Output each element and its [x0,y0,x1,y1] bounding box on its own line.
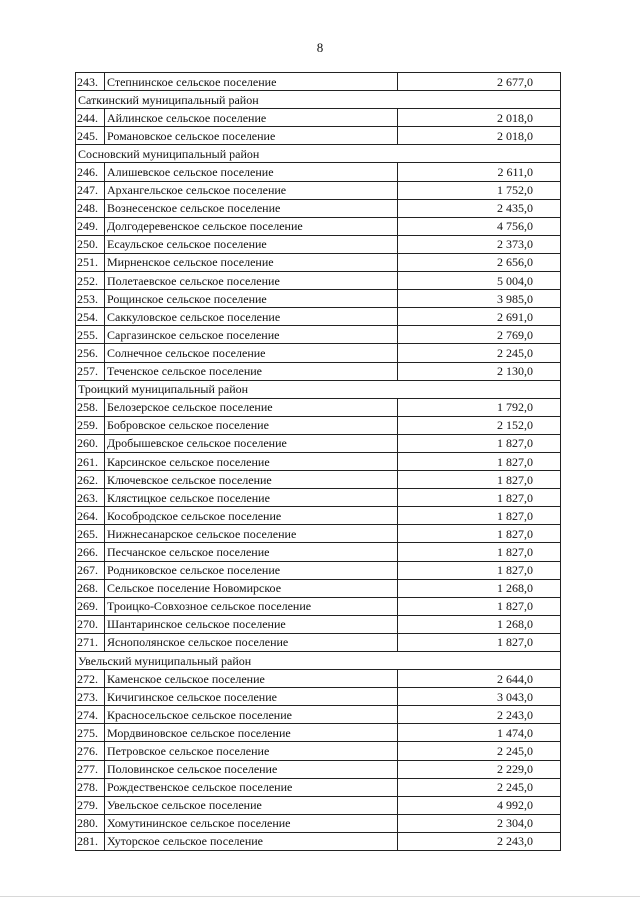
row-number: 274. [76,706,105,724]
settlement-name: Петровское сельское поселение [105,742,398,760]
row-number: 266. [76,543,105,561]
table-row [76,471,561,489]
settlement-name: Клястицкое сельское поселение [105,489,398,507]
table-row [76,633,561,651]
district-name: Увельский муниципальный район [76,652,561,670]
settlement-name: Песчанское сельское поселение [105,543,398,561]
row-number: 246. [76,163,105,181]
amount-value: 2 018,0 [398,109,561,127]
table-row [76,344,561,362]
row-number: 250. [76,235,105,253]
table-row [76,398,561,416]
table-row [76,814,561,832]
settlement-name: Мирненское сельское поселение [105,253,398,271]
table-row [76,109,561,127]
table-row [76,217,561,235]
row-number: 255. [76,326,105,344]
table-row [76,778,561,796]
amount-value: 2 435,0 [398,199,561,217]
settlement-name: Карсинское сельское поселение [105,452,398,470]
section-header-row [76,145,561,163]
amount-value: 1 752,0 [398,181,561,199]
settlement-name: Теченское сельское поселение [105,362,398,380]
settlement-name: Белозерское сельское поселение [105,398,398,416]
row-number: 262. [76,471,105,489]
settlement-name: Яснополянское сельское поселение [105,633,398,651]
row-number: 278. [76,778,105,796]
amount-value: 2 644,0 [398,670,561,688]
table-row [76,615,561,633]
amount-value: 1 268,0 [398,615,561,633]
settlement-name: Сельское поселение Новомирское [105,579,398,597]
settlement-name: Алишевское сельское поселение [105,163,398,181]
table-row [76,796,561,814]
table-row [76,597,561,615]
amount-value: 2 611,0 [398,163,561,181]
bottom-divider [0,896,640,897]
amount-value: 2 656,0 [398,253,561,271]
settlement-name: Бобровское сельское поселение [105,416,398,434]
amount-value: 2 245,0 [398,778,561,796]
settlement-name: Хуторское сельское поселение [105,832,398,850]
amount-value: 1 827,0 [398,507,561,525]
settlement-name: Полетаевское сельское поселение [105,272,398,290]
row-number: 261. [76,452,105,470]
row-number: 243. [76,73,105,91]
amount-value: 1 474,0 [398,724,561,742]
row-number: 257. [76,362,105,380]
row-number: 279. [76,796,105,814]
amount-value: 2 245,0 [398,344,561,362]
table-row [76,434,561,452]
table-row [76,507,561,525]
amount-value: 4 992,0 [398,796,561,814]
amount-value: 1 827,0 [398,471,561,489]
settlement-name: Степнинское сельское поселение [105,73,398,91]
amount-value: 1 827,0 [398,543,561,561]
settlement-name: Архангельское сельское поселение [105,181,398,199]
table-row [76,272,561,290]
row-number: 277. [76,760,105,778]
amount-value: 1 827,0 [398,489,561,507]
amount-value: 2 245,0 [398,742,561,760]
amount-value: 5 004,0 [398,272,561,290]
row-number: 245. [76,127,105,145]
row-number: 265. [76,525,105,543]
amount-value: 2 304,0 [398,814,561,832]
table-row [76,579,561,597]
table-row [76,181,561,199]
settlement-name: Солнечное сельское поселение [105,344,398,362]
table-row [76,452,561,470]
row-number: 249. [76,217,105,235]
table-row [76,832,561,850]
table-row [76,73,561,91]
section-header-row [76,652,561,670]
settlement-name: Есаульское сельское поселение [105,235,398,253]
row-number: 271. [76,633,105,651]
row-number: 253. [76,290,105,308]
row-number: 280. [76,814,105,832]
table-row [76,760,561,778]
table-row [76,199,561,217]
amount-value: 3 985,0 [398,290,561,308]
settlement-name: Айлинское сельское поселение [105,109,398,127]
settlement-name: Саргазинское сельское поселение [105,326,398,344]
table-row [76,742,561,760]
settlement-name: Дробышевское сельское поселение [105,434,398,452]
settlement-name: Ключевское сельское поселение [105,471,398,489]
amount-value: 2 243,0 [398,706,561,724]
settlement-name: Нижнесанарское сельское поселение [105,525,398,543]
table-row [76,163,561,181]
row-number: 268. [76,579,105,597]
amount-value: 1 268,0 [398,579,561,597]
row-number: 276. [76,742,105,760]
amount-value: 2 243,0 [398,832,561,850]
settlement-name: Троицко-Совхозное сельское поселение [105,597,398,615]
district-name: Троицкий муниципальный район [76,380,561,398]
settlement-name: Каменское сельское поселение [105,670,398,688]
amount-value: 2 373,0 [398,235,561,253]
settlement-name: Шантаринское сельское поселение [105,615,398,633]
row-number: 267. [76,561,105,579]
table-row [76,416,561,434]
table-row [76,290,561,308]
table-row [76,706,561,724]
table-row [76,543,561,561]
amount-value: 1 827,0 [398,452,561,470]
settlement-name: Кичигинское сельское поселение [105,688,398,706]
row-number: 281. [76,832,105,850]
table-row [76,670,561,688]
settlement-name: Кособродское сельское поселение [105,507,398,525]
amount-value: 1 827,0 [398,561,561,579]
amount-value: 1 827,0 [398,525,561,543]
amount-value: 2 691,0 [398,308,561,326]
row-number: 269. [76,597,105,615]
row-number: 258. [76,398,105,416]
amount-value: 4 756,0 [398,217,561,235]
settlement-name: Красносельское сельское поселение [105,706,398,724]
row-number: 254. [76,308,105,326]
settlement-name: Вознесенское сельское поселение [105,199,398,217]
table-row [76,525,561,543]
row-number: 247. [76,181,105,199]
row-number: 264. [76,507,105,525]
section-header-row [76,380,561,398]
row-number: 252. [76,272,105,290]
table-row [76,688,561,706]
table-row [76,127,561,145]
table-row [76,326,561,344]
settlement-name: Мордвиновское сельское поселение [105,724,398,742]
table-row [76,489,561,507]
row-number: 260. [76,434,105,452]
amount-value: 1 792,0 [398,398,561,416]
row-number: 263. [76,489,105,507]
table-row [76,362,561,380]
row-number: 256. [76,344,105,362]
amount-value: 2 677,0 [398,73,561,91]
row-number: 273. [76,688,105,706]
district-name: Сосновский муниципальный район [76,145,561,163]
row-number: 275. [76,724,105,742]
settlements-table [75,72,561,851]
page-number: 8 [316,40,324,55]
table-body [76,73,561,851]
amount-value: 2 769,0 [398,326,561,344]
table-row [76,561,561,579]
amount-value: 2 152,0 [398,416,561,434]
amount-value: 3 043,0 [398,688,561,706]
row-number: 272. [76,670,105,688]
settlement-name: Рощинское сельское поселение [105,290,398,308]
settlement-name: Долгодеревенское сельское поселение [105,217,398,235]
table-row [76,724,561,742]
amount-value: 1 827,0 [398,633,561,651]
amount-value: 2 130,0 [398,362,561,380]
row-number: 259. [76,416,105,434]
settlement-name: Увельское сельское поселение [105,796,398,814]
settlement-name: Рождественское сельское поселение [105,778,398,796]
amount-value: 1 827,0 [398,434,561,452]
row-number: 244. [76,109,105,127]
table-row [76,308,561,326]
settlement-name: Хомутининское сельское поселение [105,814,398,832]
settlement-name: Половинское сельское поселение [105,760,398,778]
district-name: Саткинский муниципальный район [76,91,561,109]
amount-value: 2 018,0 [398,127,561,145]
table-row [76,235,561,253]
table-row [76,253,561,271]
amount-value: 2 229,0 [398,760,561,778]
settlement-name: Романовское сельское поселение [105,127,398,145]
amount-value: 1 827,0 [398,597,561,615]
row-number: 251. [76,253,105,271]
settlement-name: Родниковское сельское поселение [105,561,398,579]
settlement-name: Саккуловское сельское поселение [105,308,398,326]
row-number: 270. [76,615,105,633]
row-number: 248. [76,199,105,217]
section-header-row [76,91,561,109]
